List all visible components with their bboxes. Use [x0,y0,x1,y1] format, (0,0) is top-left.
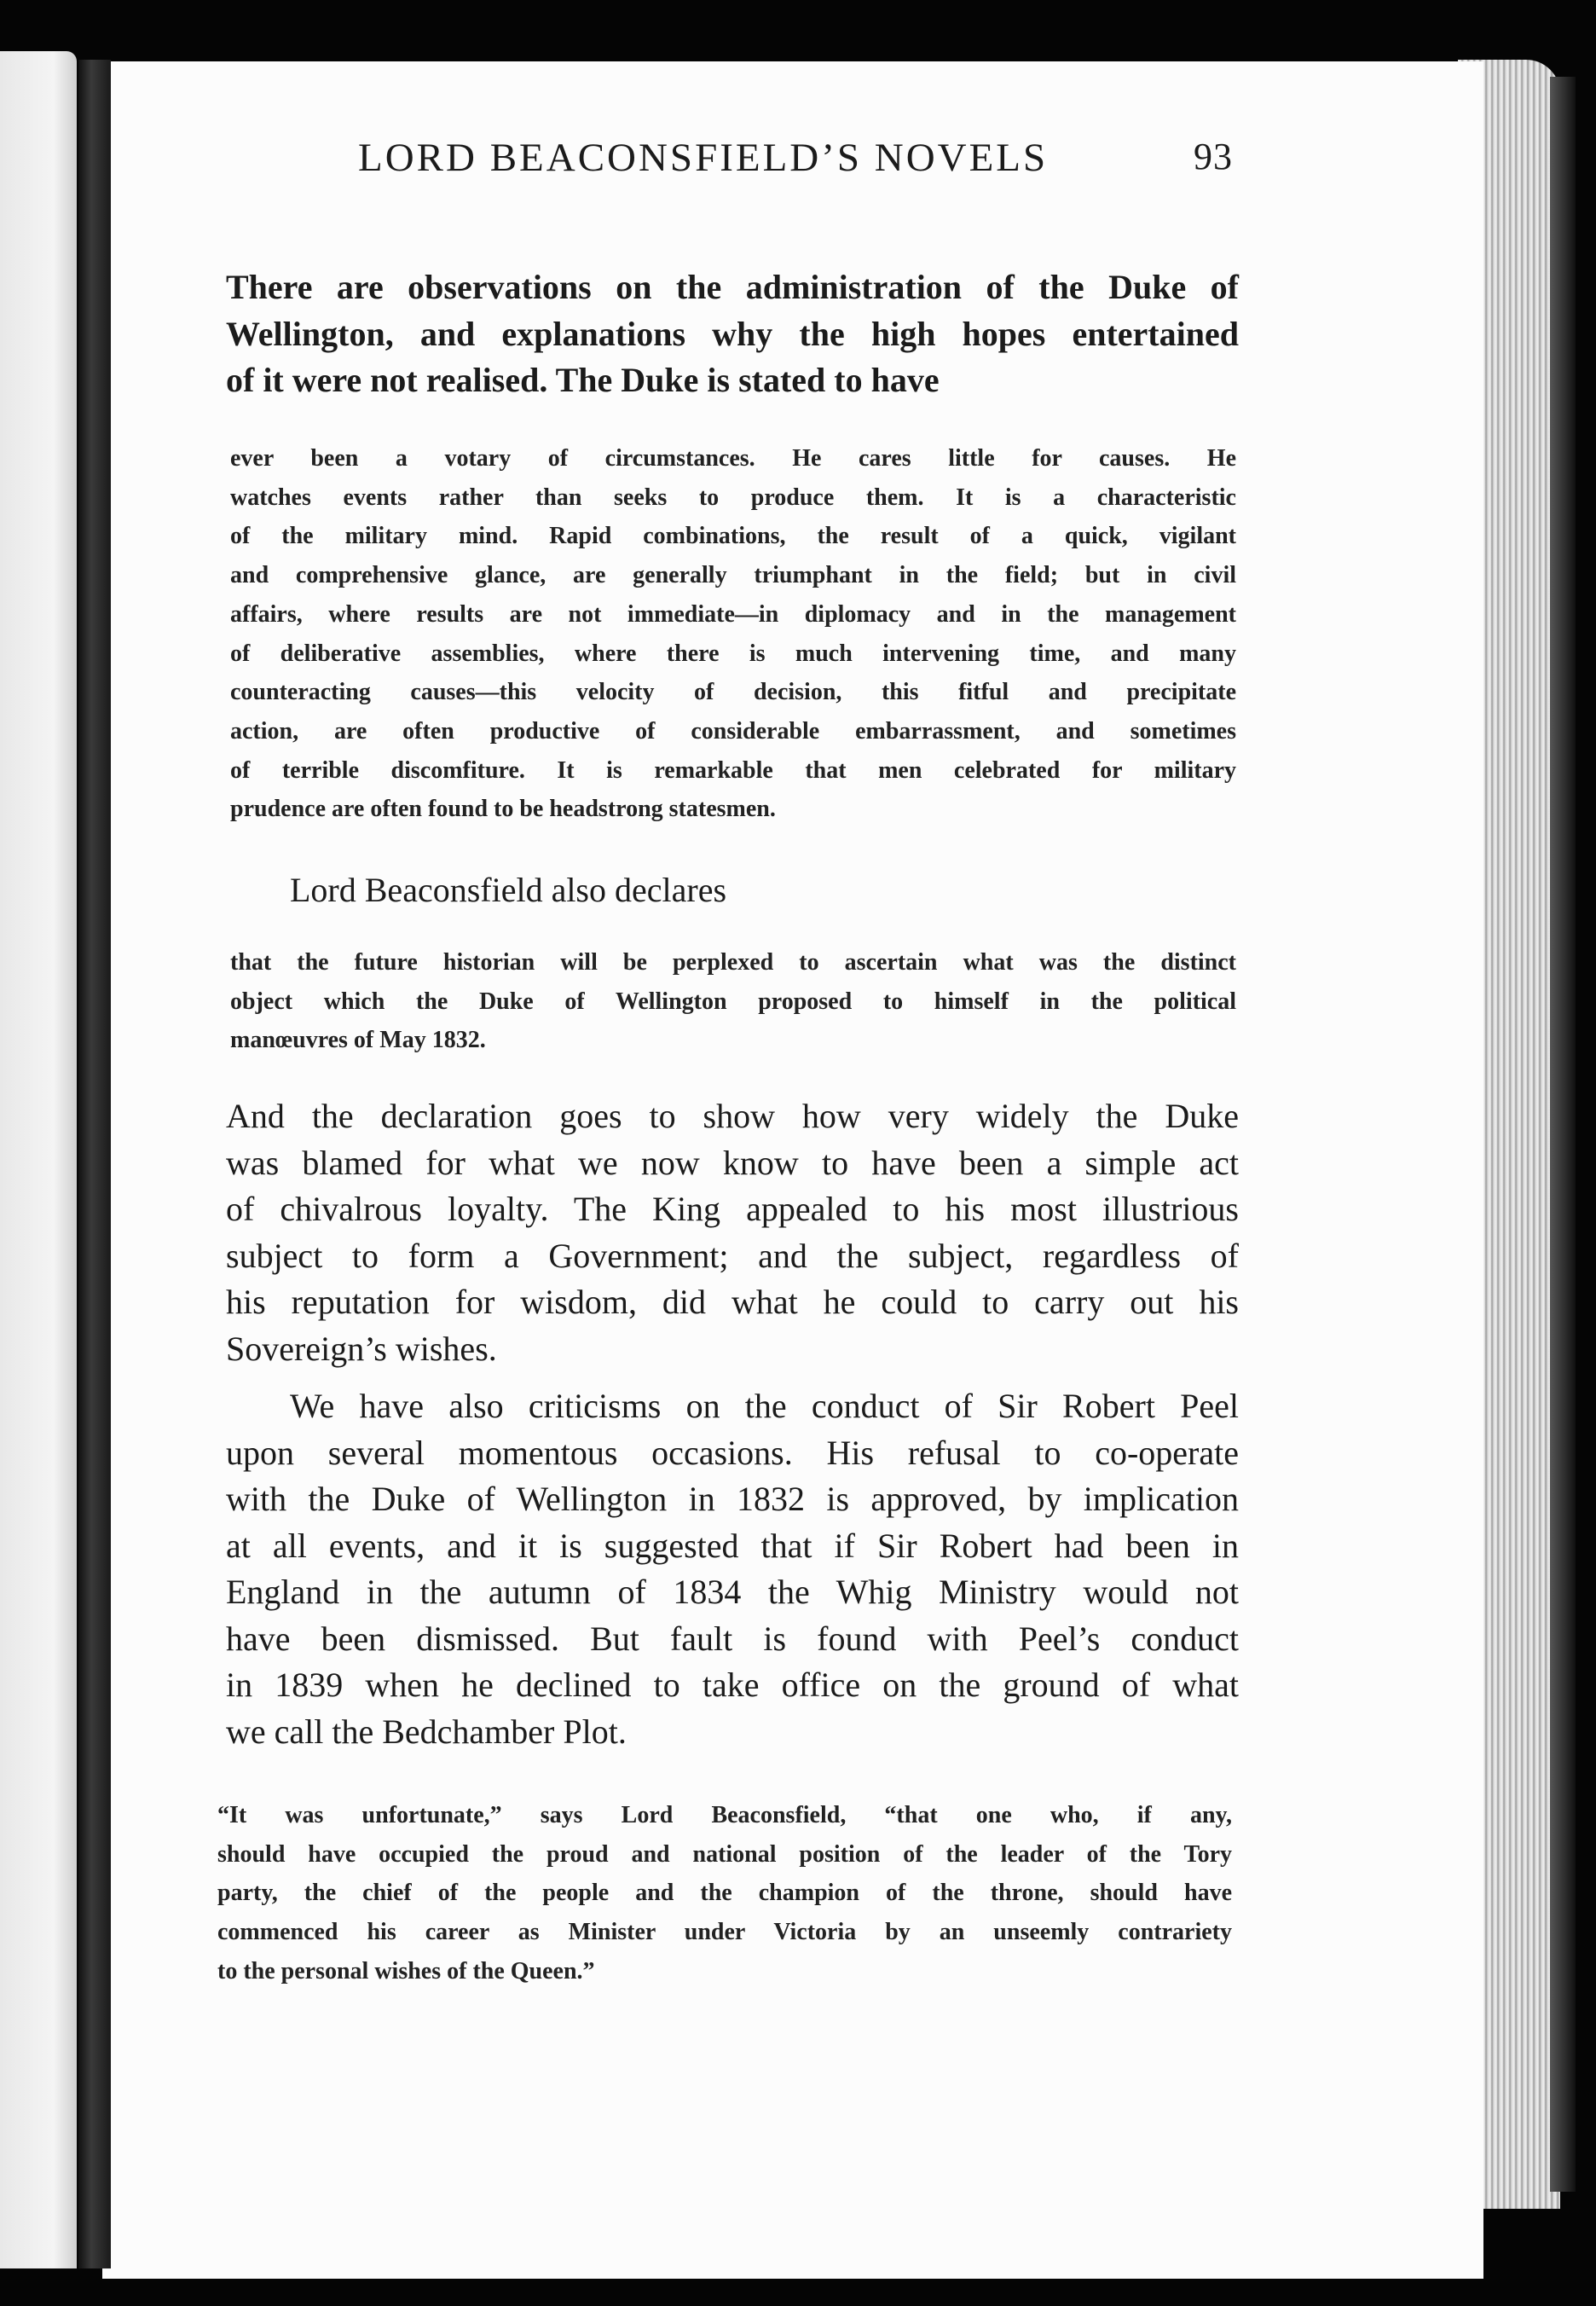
quote-line: commenced his career as Minister under Victoria by an unseemly contrariety [217,1919,1232,1946]
text-line: There are observations on the administration of the Duke of [226,268,1239,306]
block-quote-3 [217,1796,1232,1991]
intro-line: Lord Beaconsfield also declares [290,871,727,909]
page-number: 93 [1194,136,1233,177]
paragraph-3 [226,1383,1239,1755]
quote-line: watches events rather than seeks to produce them. It is a characteristic [230,484,1236,511]
quote-line: should have occupied the proud and national position of the leader of the Tory [217,1840,1232,1868]
quote-line: party, the chief of the people and the champion of the throne, should have [217,1880,1232,1907]
quote-line: action, are often productive of considerable embarrassment, and sometimes [230,717,1236,745]
quote-line: ever been a votary of circumstances. He cares little for causes. He [230,445,1236,472]
book-gutter [78,60,111,2268]
text-line: his reputation for wisdom, did what he could to carry out his [226,1283,1239,1321]
quote-line: prudence are often found to be headstrong statesmen. [230,796,776,823]
text-line: of chivalrous loyalty. The King appealed to his most illustrious [226,1190,1239,1228]
text-line: Wellington, and explanations why the high hopes entertained [226,314,1239,353]
quote-line: affairs, where results are not immediate—in diplomacy and in the management [230,600,1236,628]
quote-line: manœuvres of May 1832. [230,1027,486,1054]
text-line: at all events, and it is suggested that if Sir Robert had been in [226,1526,1239,1565]
paragraph-2 [226,1093,1239,1372]
text-line: was blamed for what we now know to have been a simple act [226,1143,1239,1182]
quote-line: of the military mind. Rapid combinations, the result of a quick, vigilant [230,523,1236,550]
paragraph-1 [226,264,1239,404]
quote-line: and comprehensive glance, are generally triumphant in the field; but in civil [230,562,1236,589]
quote-line: that the future historian will be perplexed to ascertain what was the distinct [230,949,1236,976]
page-block-shadow [1550,77,1576,2192]
text-line: We have also criticisms on the conduct of Sir Robert Peel [290,1387,1239,1425]
text-line: England in the autumn of 1834 the Whig Ministry would not [226,1573,1239,1611]
text-line: with the Duke of Wellington in 1832 is approved, by implication [226,1480,1239,1518]
quote-line: object which the Duke of Wellington proposed to himself in the political [230,988,1236,1015]
text-line: And the declaration goes to show how very widely the Duke [226,1097,1239,1135]
text-line: Sovereign’s wishes. [226,1329,497,1368]
quote-line: to the personal wishes of the Queen.” [217,1957,595,1984]
text-line: subject to form a Government; and the subject, regardless of [226,1236,1239,1275]
text-line: have been dismissed. But fault is found with Peel’s conduct [226,1619,1239,1658]
text-line: we call the Bedchamber Plot. [226,1712,627,1751]
text-line: in 1839 when he declined to take office on the ground of what [226,1666,1239,1704]
text-line: upon several momentous occasions. His refusal to co-operate [226,1433,1239,1472]
quote-line: counteracting causes—this velocity of decision, this fitful and precipitate [230,679,1236,706]
text-line: of it were not realised. The Duke is stated to have [226,361,940,399]
running-title: LORD BEACONSFIELD’S NOVELS [358,136,1049,180]
quote-line: “It was unfortunate,” says Lord Beaconsfield, “that one who, if any, [217,1802,1232,1828]
quote-line: of deliberative assemblies, where there is much intervening time, and many [230,640,1236,667]
block-quote-2 [230,943,1236,1060]
quote-line: of terrible discomfiture. It is remarkable that men celebrated for military [230,756,1236,784]
block-quote-1 [230,439,1236,829]
previous-page-edge [0,51,77,2268]
